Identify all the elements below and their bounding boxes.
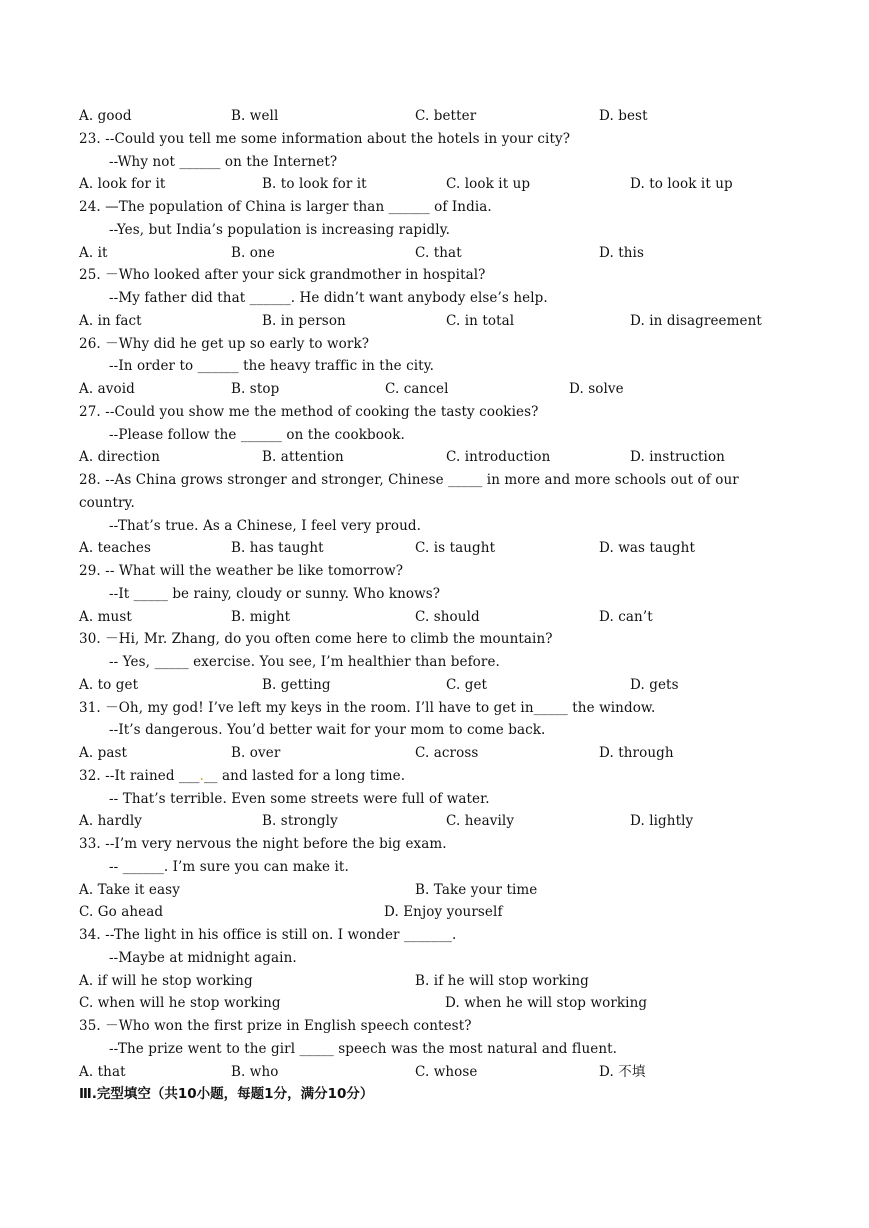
answer-option: B. well [231,108,279,124]
answer-option: D. solve [569,381,624,397]
dialog-line: -- That’s terrible. Even some streets were full of water. [109,790,490,807]
answer-option: D. when he will stop working [445,995,648,1012]
answer-option: A. past [79,745,128,761]
answer-option: A. teaches [79,540,151,557]
question-line: 28. --As China grows stronger and stronger, Chinese _____ in more and more schools out of our [79,472,739,488]
dialog-line: -- Yes, _____ exercise. You see, I’m healthier than before. [109,654,500,670]
options-row [79,810,799,833]
options-row [79,378,799,401]
question-line: country. [79,494,135,511]
answer-option: A. it [79,244,108,261]
dialog-line: --Why not ______ on the Internet? [109,153,338,170]
question-text: __ and lasted for a long time. [203,767,406,784]
question-line: 24. —The population of China is larger than ______ of India. [79,199,492,215]
question-line: 33. --I’m very nervous the night before the big exam. [79,836,447,852]
question-line: 31. －Oh, my god! I’ve left my keys in the room. I’ll have to get in_____ the window. [79,699,656,716]
answer-option: B. over [231,745,281,761]
section-title: Ⅲ.完型填空（共10小题，每题1分，满分10分） [79,1086,374,1103]
options-row [79,1061,799,1084]
question-line: 27. --Could you show me the method of cooking the tasty cookies? [79,403,539,420]
dialog-line: --It _____ be rainy, cloudy or sunny. Who knows? [109,585,441,602]
options-row [79,310,799,333]
answer-option: C. when will he stop working [79,995,281,1012]
options-row [79,537,799,560]
answer-option: D. Enjoy yourself [384,904,503,921]
dialog-line: -- ______. I’m sure you can make it. [109,858,349,875]
answer-option: C. better [415,108,477,124]
answer-option: C. across [415,745,479,761]
answer-option: C. that [415,244,462,261]
answer-option: A. if will he stop working [79,972,253,989]
answer-option: B. might [231,608,291,625]
answer-option: D. best [599,108,648,124]
answer-option: D. was taught [599,540,695,557]
answer-option: B. one [231,244,275,261]
answer-option: A. in fact [79,312,142,329]
answer-option: B. Take your time [415,881,538,898]
answer-option: C. cancel [385,381,449,397]
answer-option: D. 不填 [599,1063,646,1080]
answer-option: C. Go ahead [79,904,164,921]
dialog-line: --Maybe at midnight again. [109,949,297,966]
question-line: 25. －Who looked after your sick grandmother in hospital? [79,267,486,284]
answer-option: B. stop [231,381,280,397]
answer-option: A. Take it easy [79,881,180,898]
answer-option: B. attention [262,449,344,466]
answer-option: B. strongly [262,813,338,830]
answer-option: C. is taught [415,540,496,557]
answer-option: A. look for it [79,176,166,193]
answer-option: B. if he will stop working [415,972,589,989]
answer-option: C. look it up [446,176,531,193]
answer-option: D. through [599,745,674,761]
options-row [79,606,799,629]
dialog-line: --It’s dangerous. You’d better wait for your mom to come back. [109,722,546,739]
answer-option: B. in person [262,312,346,329]
dialog-line: --The prize went to the girl _____ speech was the most natural and fluent. [109,1040,618,1057]
question-line: 34. --The light in his office is still on. I wonder _______. [79,927,457,943]
answer-option: A. must [79,608,132,625]
question-line: 35. －Who won the first prize in English speech contest? [79,1018,472,1034]
options-row [79,105,799,128]
answer-option: D. to look it up [630,176,733,193]
answer-option: B. getting [262,676,331,693]
options-row [79,173,799,196]
answer-option: A. to get [79,676,139,693]
options-row [79,901,799,924]
options-row [79,674,799,697]
question-text: 32. --It rained ___ [79,767,200,784]
answer-option: A. direction [79,449,161,466]
answer-option: D. gets [630,676,679,693]
answer-option: D. instruction [630,449,725,466]
question-line [79,765,799,788]
answer-option: C. should [415,608,480,625]
question-line: 26. －Why did he get up so early to work? [79,335,370,352]
answer-option: A. that [79,1063,126,1080]
question-list [79,105,799,1106]
dialog-line: --That’s true. As a Chinese, I feel very proud. [109,517,422,534]
dialog-line: --Yes, but India’s population is increasing rapidly. [109,221,451,238]
answer-option: C. heavily [446,813,515,830]
answer-option: C. in total [446,312,515,329]
answer-option: C. whose [415,1063,478,1080]
answer-option: C. introduction [446,449,551,466]
options-row [79,742,799,765]
answer-option: A. hardly [79,813,143,830]
answer-option: D. in disagreement [630,312,762,329]
options-row [79,879,799,902]
dialog-line: --Please follow the ______ on the cookbook. [109,426,405,443]
highlight-dot: . [199,767,204,784]
dialog-line: --My father did that ______. He didn’t want anybody else’s help. [109,290,548,306]
answer-option: A. avoid [79,381,135,397]
question-line: 30. －Hi, Mr. Zhang, do you often come here to climb the mountain? [79,631,553,648]
options-row [79,446,799,469]
options-row [79,992,799,1015]
answer-option: B. who [231,1063,279,1080]
answer-option: A. good [79,108,132,124]
question-line: 29. -- What will the weather be like tomorrow? [79,563,404,579]
dialog-line: --In order to ______ the heavy traffic in the city. [109,358,435,375]
question-line: 23. --Could you tell me some information about the hotels in your city? [79,130,571,147]
answer-option: B. has taught [231,540,324,557]
options-row [79,242,799,265]
answer-option: D. can’t [599,608,653,625]
answer-option: D. lightly [630,813,694,830]
options-row [79,970,799,993]
answer-option: B. to look for it [262,176,367,193]
answer-option: C. get [446,676,488,693]
answer-option: D. this [599,244,644,261]
